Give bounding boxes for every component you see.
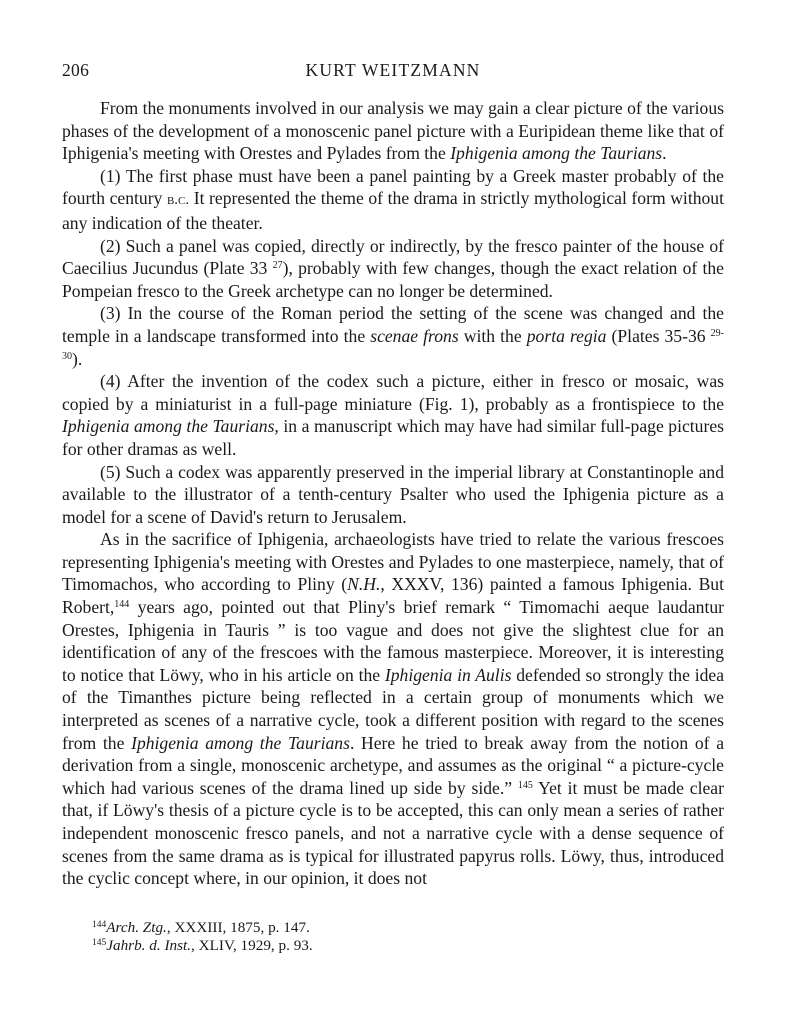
paragraph-phase-3: (3) In the course of the Roman period the setting of the scene was changed and the temple in a landscape transformed into the scenae frons with the porta regia (Plates 35-36 $^{29-30}$). <box>62 303 724 369</box>
running-head: KURT WEITZMANN <box>305 60 481 80</box>
plate-reference: 27 <box>272 260 283 272</box>
page-header <box>62 60 724 84</box>
footnote-144: $^{144}$Arch. Ztg., XXXIII, 1875, p. 147. <box>92 918 310 936</box>
paragraph-phase-2: (2) Such a panel was copied, directly or indirectly, by the fresco painter of the house of Caecilius Jucundus (Plate 33 $^{27}$), probably with few changes, though the exact relation of the Pompeian fresco to the Greek archetype can no longer be determined. <box>62 235 724 301</box>
footnote-ref-145: 145 <box>517 779 533 791</box>
paragraph-intro: From the monuments involved in our analysis we may gain a clear picture of the various phases of the development of a monoscenic panel picture with a Euripidean theme like that of Iphigenia's meeting with Orestes and Pylades from the Iphigenia among the Taurians. <box>62 98 724 164</box>
footnotes <box>62 919 724 956</box>
paragraph-phase-4: (4) After the invention of the codex such a picture, either in fresco or mosaic, was copied by a miniaturist in a full-page miniature (Fig. 1), probably as a frontispiece to the Iphigenia among the Taurians, in a manuscript which may have had similar full-page pictures for other dramas as well. <box>62 371 724 459</box>
footnote-145: $^{145}$Jahrb. d. Inst., XLIV, 1929, p. 93. <box>92 937 313 955</box>
footnote-ref-144: 144 <box>114 599 130 611</box>
paragraph-phase-5: (5) Such a codex was apparently preserved in the imperial library at Constantinople and available to the illustrator of a tenth-century Psalter who used the Iphigenia picture as a model for a scene of David's return to Jerusalem. <box>62 461 724 527</box>
body-text <box>62 97 724 890</box>
paragraph-timomachos: As in the sacrifice of Iphigenia, archaeologists have tried to relate the various frescoes representing Iphigenia's meeting with Orestes and Pylades to one masterpiece, namely, that of Timomachos, who according to Pliny (N.H., XXXV, 136) painted a famous Iphigenia. But Robert,$^{144}$ years ago, pointed out that Pliny's brief remark “ Timomachi aeque laudantur Orestes, Iphigenia in Tauris ” is too vague and does not give the slightest clue for an identification of any of the frescoes with the famous masterpiece. Moreover, it is interesting to notice that Löwy, who in his article on the Iphigenia in Aulis defended so strongly the idea of the Timanthes picture being reflected in a certain group of monuments which we interpreted as scenes of a narrative cycle, took a different position with regard to the scenes from the Iphigenia among the Taurians. Here he tried to break away from the notion of a derivation from a single, monoscenic archetype, and assumes as the original “ a picture-cycle which had various scenes of the drama lined up side by side.” $^{145}$ Yet it must be made clear that, if Löwy's thesis of a picture cycle is to be accepted, this can only mean a series of rather independent monoscenic fresco panels, and not a narrative cycle with a dense sequence of scenes from the same drama as is typical for illustrated papyrus rolls. Löwy, thus, introduced the cyclic concept where, in our opinion, it does not <box>62 529 725 889</box>
document-page <box>62 60 724 956</box>
paragraph-phase-1: (1) The first phase must have been a panel painting by a Greek master probably of the fourth century b.c. It represented the theme of the drama in strictly mythological form without any indication of the theater. <box>62 165 724 233</box>
page-number: 206 <box>62 60 90 80</box>
plate-reference: 29-30 <box>62 327 724 362</box>
